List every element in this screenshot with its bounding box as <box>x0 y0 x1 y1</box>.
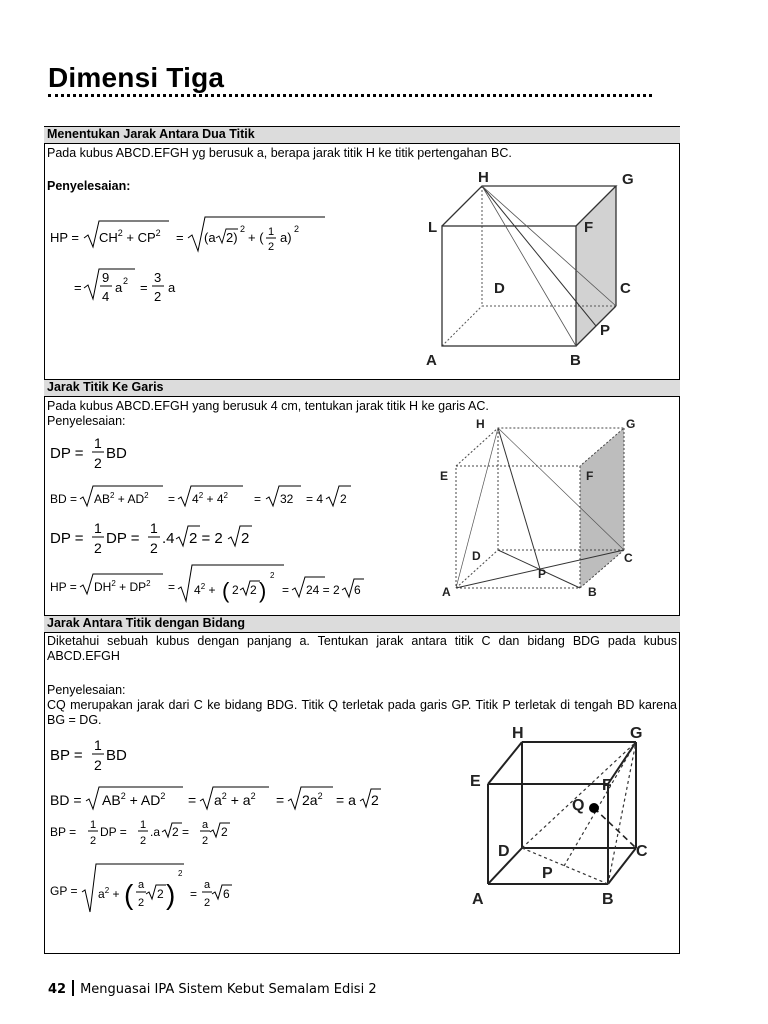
vertex-label: A <box>426 352 437 369</box>
svg-text:a: a <box>115 280 123 295</box>
svg-text:2: 2 <box>90 835 97 847</box>
vertex-label: G <box>630 725 643 742</box>
svg-text:2): 2) <box>226 230 238 245</box>
svg-text:2: 2 <box>94 540 102 556</box>
svg-text:): ) <box>166 879 176 910</box>
svg-text:): ) <box>259 578 267 603</box>
vertex-label: F <box>586 469 594 483</box>
formula-bd <box>50 787 381 809</box>
svg-text:1: 1 <box>140 819 147 831</box>
svg-text:2: 2 <box>138 897 145 909</box>
svg-text:DP =: DP = <box>50 530 84 547</box>
svg-text:6: 6 <box>354 583 361 597</box>
problem-text: Diketahui sebuah kubus dengan panjang a. Tentukan jarak antara titik C dan bidang BDG pada kubus ABCD.EFGH <box>47 634 677 663</box>
svg-text:2a2: $2a^2$ <box>302 791 323 808</box>
vertex-label: P <box>542 865 553 882</box>
svg-text:32: 32 <box>280 492 294 506</box>
formula-bd <box>50 486 351 506</box>
svg-text:2: 2 <box>340 492 347 506</box>
svg-text:1: 1 <box>268 226 275 238</box>
svg-text:2: 2 <box>204 897 211 909</box>
svg-text:BD: BD <box>106 747 127 764</box>
svg-text:2: 2 <box>270 571 275 580</box>
svg-text:=: = <box>282 583 290 597</box>
title-underline <box>48 94 652 97</box>
section-header: Jarak Titik Ke Garis <box>44 379 680 397</box>
svg-text:=: = <box>276 792 285 808</box>
svg-text:=: = <box>254 492 262 506</box>
svg-text:AB2 + AD2: $AB^2 + AD^2$ <box>94 491 149 506</box>
vertex-label: C <box>636 843 648 860</box>
svg-text:.4: .4 <box>162 530 175 547</box>
svg-text:a2 +: $a^2$ + <box>98 886 120 901</box>
svg-text:HP =: HP = <box>50 230 80 245</box>
page-number: 42 <box>48 982 67 997</box>
svg-text:2: 2 <box>371 792 379 808</box>
svg-text:BP =: BP = <box>50 825 77 839</box>
vertex-label: C <box>624 551 633 565</box>
svg-text:AB2 + AD2: $AB^2 + AD^2$ <box>102 791 166 808</box>
book-title: Menguasai IPA Sistem Kebut Semalam Edisi 2 <box>80 982 377 997</box>
svg-text:DH2 + DP2: $DH^2 + DP^2$ <box>94 579 151 594</box>
svg-text:6: 6 <box>223 887 230 901</box>
footer-separator <box>72 980 74 996</box>
page-title: Dimensi Tiga <box>48 62 225 93</box>
svg-text:a2 + a2: $a^2 + a^2$ <box>214 791 256 808</box>
svg-text:BD =: BD = <box>50 792 82 808</box>
vertex-label: D <box>472 549 481 563</box>
svg-text:2: 2 <box>241 530 250 547</box>
formula-result <box>74 269 176 304</box>
formula-dp <box>50 435 127 471</box>
svg-text:DP =: DP = <box>106 530 140 547</box>
formula-hp <box>50 565 364 603</box>
svg-text:= a: = a <box>336 792 356 808</box>
vertex-label: P <box>600 322 611 339</box>
svg-text:2 =: 2 = <box>172 825 190 839</box>
vertex-label: D <box>494 280 505 297</box>
vertex-label: G <box>622 171 634 188</box>
svg-text:2: 2 <box>157 887 164 901</box>
cube-diagram <box>464 722 664 912</box>
svg-text:=: = <box>190 887 198 901</box>
vertex-label: B <box>588 585 597 599</box>
vertex-label: A <box>472 891 484 908</box>
svg-text:=: = <box>74 280 82 295</box>
problem-text: Pada kubus ABCD.EFGH yg berusuk a, berapa jarak titik H ke titik pertengahan BC. <box>47 146 512 160</box>
vertex-label: A <box>442 585 451 599</box>
svg-text:2: 2 <box>94 757 102 773</box>
svg-text:=: = <box>168 580 176 594</box>
formula-gp <box>50 864 232 912</box>
formula-block <box>44 200 344 320</box>
svg-text:2: 2 <box>240 224 246 234</box>
svg-text:2 = 2: 2 = 2 <box>189 530 223 547</box>
svg-text:(: ( <box>124 879 134 910</box>
formula-block <box>44 430 364 610</box>
problem-text: Pada kubus ABCD.EFGH yang berusuk 4 cm, tentukan jarak titik H ke garis AC. <box>47 399 489 413</box>
vertex-label: P <box>538 567 547 581</box>
vertex-label: H <box>476 417 485 431</box>
svg-text:2: 2 <box>154 289 162 304</box>
svg-text:42 + 42: $4^2 + 4^2$ <box>192 491 228 506</box>
svg-text:a): a) <box>280 230 292 245</box>
svg-text:1: 1 <box>94 435 102 451</box>
svg-text:2: 2 <box>94 455 102 471</box>
formula-bp <box>50 737 127 773</box>
svg-text:+ (: + ( <box>248 230 264 245</box>
svg-text:2: 2 <box>202 835 209 847</box>
svg-text:DP =: DP = <box>100 825 127 839</box>
vertex-label: B <box>602 891 614 908</box>
svg-text:1: 1 <box>94 737 102 753</box>
svg-text:=: = <box>168 492 176 506</box>
svg-text:BD =: BD = <box>50 492 78 506</box>
vertex-label: H <box>478 169 489 186</box>
svg-text:2: 2 <box>178 869 183 878</box>
vertex-label: L <box>428 219 438 236</box>
vertex-label: F <box>602 777 612 794</box>
solution-label: Penyelesaian: <box>47 683 126 697</box>
svg-text:a: a <box>168 280 176 295</box>
svg-text:2: 2 <box>250 583 257 597</box>
svg-text:a: a <box>202 819 209 831</box>
svg-text:2: 2 <box>140 835 147 847</box>
vertex-label: E <box>470 773 481 790</box>
svg-text:(: ( <box>222 578 230 603</box>
svg-text:BP =: BP = <box>50 747 83 764</box>
svg-text:a: a <box>204 879 211 891</box>
svg-text:(a: (a <box>204 230 216 245</box>
solution-label: Penyelesaian: <box>47 179 131 193</box>
vertex-label: G <box>626 417 636 431</box>
solution-label: Penyelesaian: <box>47 414 126 428</box>
svg-text:DP =: DP = <box>50 445 84 462</box>
svg-text:4: 4 <box>102 289 110 304</box>
section-header: Jarak Antara Titik dengan Bidang <box>44 615 680 633</box>
svg-text:1: 1 <box>94 520 102 536</box>
vertex-label: Q <box>572 797 585 814</box>
svg-text:=: = <box>140 280 148 295</box>
svg-text:= 4: = 4 <box>306 492 324 506</box>
formula-block <box>44 732 384 922</box>
vertex-label: H <box>512 725 524 742</box>
svg-text:HP =: HP = <box>50 580 77 594</box>
svg-text:2: 2 <box>221 825 228 839</box>
svg-text:a: a <box>138 879 145 891</box>
cube-diagram <box>436 414 646 604</box>
svg-text:=: = <box>176 230 184 245</box>
vertex-label: E <box>440 469 449 483</box>
section-header: Menentukan Jarak Antara Dua Titik <box>44 126 680 144</box>
svg-text:2: 2 <box>123 276 129 286</box>
vertex-label: D <box>498 843 510 860</box>
svg-text:42 +: $4^2$ + <box>194 582 216 597</box>
formula-hp <box>50 217 325 253</box>
vertex-label: F <box>584 219 594 236</box>
page-footer <box>48 980 377 997</box>
svg-text:CH2 + CP2: $CH^2 + CP^2$ <box>99 228 161 245</box>
formula-bp2 <box>50 819 230 847</box>
svg-text:2: 2 <box>150 540 158 556</box>
svg-text:BD: BD <box>106 445 127 462</box>
svg-text:2: 2 <box>232 583 239 597</box>
solution-text: CQ merupakan jarak dari C ke bidang BDG. Titik Q terletak pada garis GP. Titik P terletak di tengah BD karena BG = DG. <box>47 698 677 727</box>
svg-text:2: 2 <box>294 224 300 234</box>
formula-dp2 <box>50 520 252 556</box>
svg-text:.a: .a <box>150 825 161 839</box>
vertex-label: B <box>570 352 581 369</box>
svg-text:GP =: GP = <box>50 884 78 898</box>
svg-text:9: 9 <box>102 270 110 285</box>
vertex-label: C <box>620 280 631 297</box>
svg-text:24 = 2: 24 = 2 <box>306 583 340 597</box>
svg-text:2: 2 <box>268 241 275 253</box>
svg-text:1: 1 <box>90 819 97 831</box>
svg-text:=: = <box>188 792 197 808</box>
cube-diagram <box>420 160 640 370</box>
svg-text:1: 1 <box>150 520 158 536</box>
svg-text:3: 3 <box>154 270 162 285</box>
